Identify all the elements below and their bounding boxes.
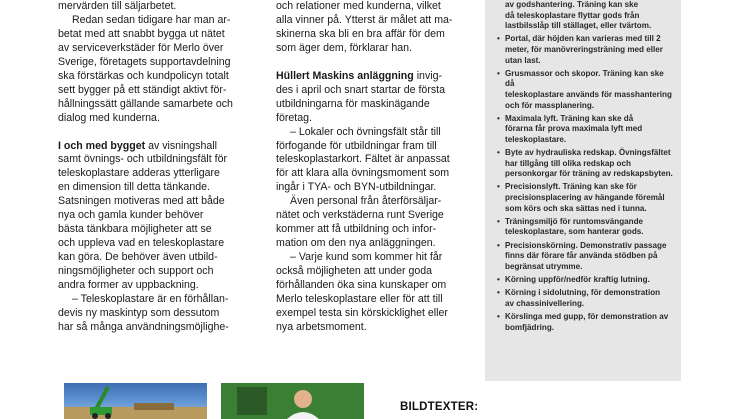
text-line: också möjligheten att under goda <box>276 265 433 278</box>
text-line: som äger dem, förklarar han. <box>276 41 413 54</box>
fact-box-sidebar <box>485 0 681 381</box>
text-line: utbildningarna för maskinägande <box>276 97 430 110</box>
text-line: Satsningen motiveras med att både <box>58 195 225 208</box>
fact-box-line: Maximala lyft. Träning kan ske då <box>505 113 634 123</box>
fact-box-line: Grusmassor och skopor. Träning kan ske då <box>505 68 664 89</box>
text-line: dialog med kunderna. <box>58 111 160 124</box>
fact-box-line: förarna får prova maximala lyft med <box>505 124 643 134</box>
fact-box-list <box>485 0 681 333</box>
text-line: andra former av uppbackning. <box>58 279 199 292</box>
fact-box-line: Portal, där höjden kan varieras med till 2 <box>505 34 661 44</box>
fact-box-item <box>497 114 675 146</box>
text-line: teleskoplastarkort. Fältet är anpassat <box>276 153 450 166</box>
fact-box-item <box>497 241 675 273</box>
fact-box-line: och för massplanering. <box>505 100 595 110</box>
text-line: Redan sedan tidigare har man ar- <box>72 13 231 26</box>
text-line: förfogande för utbildningar fram till <box>276 139 437 152</box>
fact-box-line: Körning i sidolutning, för demonstration <box>505 288 661 298</box>
text-line: kan göra. De behöver även utbild- <box>58 251 218 264</box>
fact-box-item <box>497 34 675 66</box>
text-line: en dimension till detta tänkande. <box>58 181 210 194</box>
text-line: och relationer med kunderna, vilket <box>276 0 441 12</box>
bullet-icon: • <box>497 182 500 192</box>
bullet-icon: • <box>497 275 500 284</box>
lead-in-bold: I och med bygget <box>58 139 146 152</box>
fact-box-line: teleskoplastare, som hanterar gods. <box>505 227 644 237</box>
text-line: alla vinner på. Ytterst är målet att ma- <box>276 13 453 26</box>
text-line: nya och gamla kunder behöver <box>58 209 204 222</box>
text-line: bästa tänkbara möjligheter att se <box>58 223 212 236</box>
text-line: företag. <box>276 111 312 124</box>
fact-box-line: begränsat utrymme. <box>505 261 583 271</box>
person-illustration <box>221 383 364 419</box>
fact-box-line: Körning uppför/nedför kraftig lutning. <box>505 275 650 284</box>
fact-box-line: bomfjädring. <box>505 322 555 332</box>
text-line: – Varje kund som kommer hit får <box>290 251 443 264</box>
telehandler-illustration <box>64 383 207 419</box>
bullet-icon: • <box>497 34 500 44</box>
text-line: nya arbetsmoment. <box>276 320 367 333</box>
text-line: exempel testa sin körskicklighet eller <box>276 306 448 319</box>
text-line: – Teleskoplastare är en förhållan- <box>72 293 229 305</box>
text-line: mervärden till säljarbetet. <box>58 0 177 12</box>
lead-in-bold: Hüllert Maskins anläggning <box>276 69 414 82</box>
text-line: ska förstärkas och kundpolicyn totalt <box>58 69 229 82</box>
text-line: devis ny maskintyp som dessutom <box>58 306 220 319</box>
fact-box-line: precisionsplacering av hängande föremål <box>505 193 665 203</box>
fact-box-item <box>497 148 675 180</box>
fact-box-line: teleskoplastare. <box>505 134 567 144</box>
fact-box-line: Träningsmiljö för runtomsvängande <box>505 216 644 226</box>
fact-box-line: Precisionskörning. Demonstrativ passage <box>505 240 667 250</box>
bullet-icon: • <box>497 311 500 321</box>
fact-box-item <box>497 0 675 32</box>
text-line: des i april och snart startar de första <box>276 83 445 96</box>
fact-box-line: Byte av hydrauliska redskap. Övningsfältet <box>505 148 671 158</box>
text-line: av serviceverkstäder för Merlo över <box>58 41 224 54</box>
text-line: mation om den nya anläggningen. <box>276 237 436 250</box>
bullet-icon: • <box>497 113 500 123</box>
text-line: nätet och verkstäderna runt Sverige <box>276 209 444 222</box>
fact-box-line: Precisionslyft. Träning kan ske för <box>505 182 637 192</box>
fact-box-line: Körslinga med gupp, för demonstration av <box>505 311 669 321</box>
fact-box-item <box>497 312 675 333</box>
fact-box-line: då teleskoplastare flyttar gods från <box>505 10 640 20</box>
text-line: Merlo teleskoplastare eller för att till <box>276 293 443 305</box>
fact-box-item <box>497 69 675 111</box>
text-line: – Lokaler och övningsfält står till <box>290 125 441 138</box>
fact-box-line: personkorgar för träning av redskapsbyten. <box>505 169 673 179</box>
fact-box-line: av chassinivellering. <box>505 298 585 308</box>
text-line: I och med bygget av visningshall <box>58 139 217 152</box>
text-line: har så många användningsmöjlighe- <box>58 320 229 333</box>
text-line: samt övnings- och utbildningsfält för <box>58 153 227 166</box>
text-line: kommer att få utbildning och infor- <box>276 223 437 236</box>
telehandler-photo <box>64 383 207 419</box>
fact-box-line: av godshantering. Träning kan ske <box>505 0 639 9</box>
fact-box-item <box>497 182 675 214</box>
text-line: Även personal från återförsäljar- <box>290 195 442 208</box>
fact-box-line: meter, för manövreringsträning med eller <box>505 44 663 54</box>
fact-box-line: lastbilsslåp till ställaget, eller tvärtom. <box>505 21 652 31</box>
bullet-icon: • <box>497 148 500 158</box>
text-line: hållningssätt gällande samarbete och <box>58 97 233 110</box>
article-column-2 <box>276 0 472 335</box>
text-line: teleskoplastare adderas ytterligare <box>58 167 220 180</box>
text-line: skinerna ska bli en bra affär för dem <box>276 27 445 40</box>
text-line: för att klara alla övningsmoment som <box>276 167 450 180</box>
text-line: Hüllert Maskins anläggning invig- <box>276 69 443 82</box>
text-line: ningsmöjligheter och support och <box>58 265 214 278</box>
bullet-icon: • <box>497 68 500 78</box>
bullet-icon: • <box>497 240 500 250</box>
fact-box-line: som körs och ska sättas ned i tunna. <box>505 203 647 213</box>
article-column-1 <box>58 0 268 335</box>
person-photo <box>221 383 364 419</box>
text-line: sett bygger på ett ständigt aktivt för- <box>58 83 227 96</box>
text-line: Sverige, företagets supportavdelning <box>58 55 231 68</box>
fact-box-item <box>497 217 675 238</box>
fact-box-line: teleskoplastare används för masshantering <box>505 89 672 99</box>
text-line: förhållanden öka sina kunskaper om <box>276 279 447 292</box>
fact-box-line: utan last. <box>505 55 541 65</box>
captions-heading: BILDTEXTER: <box>400 401 479 413</box>
fact-box-line: har tillgång till olika redskap och <box>505 158 631 168</box>
bullet-icon: • <box>497 216 500 226</box>
text-line: betat med att snabbt bygga ut nätet <box>58 27 225 40</box>
fact-box-line: finns där förare får använda stödben på <box>505 251 658 261</box>
text-line: och uppleva vad en teleskoplastare <box>58 237 225 250</box>
text-line: ingår i TYA- och BYN-utbildningar. <box>276 181 437 194</box>
fact-box-item <box>497 288 675 309</box>
bullet-icon: • <box>497 288 500 298</box>
fact-box-item <box>497 275 675 286</box>
